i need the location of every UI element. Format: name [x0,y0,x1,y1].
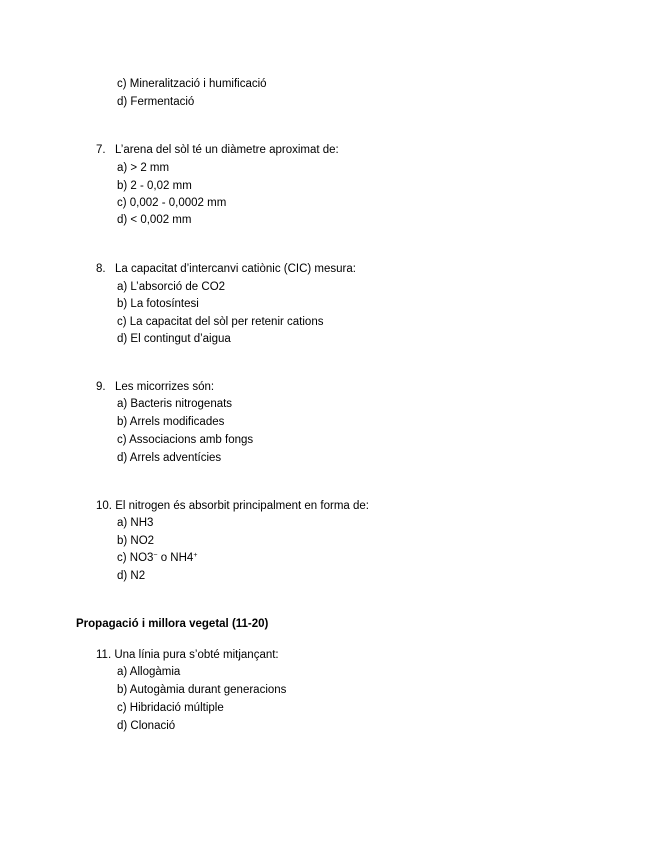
question-number: 11. [96,649,112,661]
option-9d: d) Arrels adventícies [117,452,222,464]
option-11d: d) Clonació [117,720,176,732]
option-10a: a) NH3 [117,517,154,529]
option-9a: a) Bacteris nitrogenats [117,398,233,410]
question-number: 7. [96,144,106,156]
question-9 [96,380,214,394]
option-8c: c) La capacitat del sòl per retenir cations [117,316,324,328]
question-8 [96,262,356,276]
question-text: El nitrogen és absorbit principalment en forma de: [115,500,369,512]
option-7c: c) 0,002 - 0,0002 mm [117,197,227,209]
question-7 [96,143,339,157]
question-10 [96,499,369,513]
option-8a: a) L’absorció de CO2 [117,281,226,293]
option-10d: d) N2 [117,570,146,582]
question-text: La capacitat d’intercanvi catiònic (CIC) mesura: [115,263,356,275]
question-number: 10. [96,500,112,512]
option-9b: b) Arrels modificades [117,416,225,428]
option-6d: d) Fermentació [117,96,195,108]
option-10c: c) NO3− o NH4+ [117,552,198,564]
question-number: 8. [96,263,106,275]
option-7b: b) 2 - 0,02 mm [117,180,192,192]
option-7d: d) < 0,002 mm [117,214,192,226]
option-11c: c) Hibridació múltiple [117,702,224,714]
option-6c: c) Mineralització i humificació [117,78,267,90]
question-text: Una línia pura s’obté mitjançant: [114,649,279,661]
option-11a: a) Allogàmia [117,666,181,678]
question-text: Les micorrizes són: [115,381,215,393]
option-8b: b) La fotosíntesi [117,298,199,310]
question-text: L’arena del sòl té un diàmetre aproximat de: [115,144,339,156]
section-heading: Propagació i millora vegetal (11-20) [76,618,269,630]
option-11b: b) Autogàmia durant generacions [117,684,287,696]
question-number: 9. [96,381,106,393]
option-8d: d) El contingut d’aigua [117,333,231,345]
question-11 [96,648,279,662]
option-7a: a) > 2 mm [117,162,170,174]
option-9c: c) Associacions amb fongs [117,434,254,446]
option-10b: b) NO2 [117,535,155,547]
